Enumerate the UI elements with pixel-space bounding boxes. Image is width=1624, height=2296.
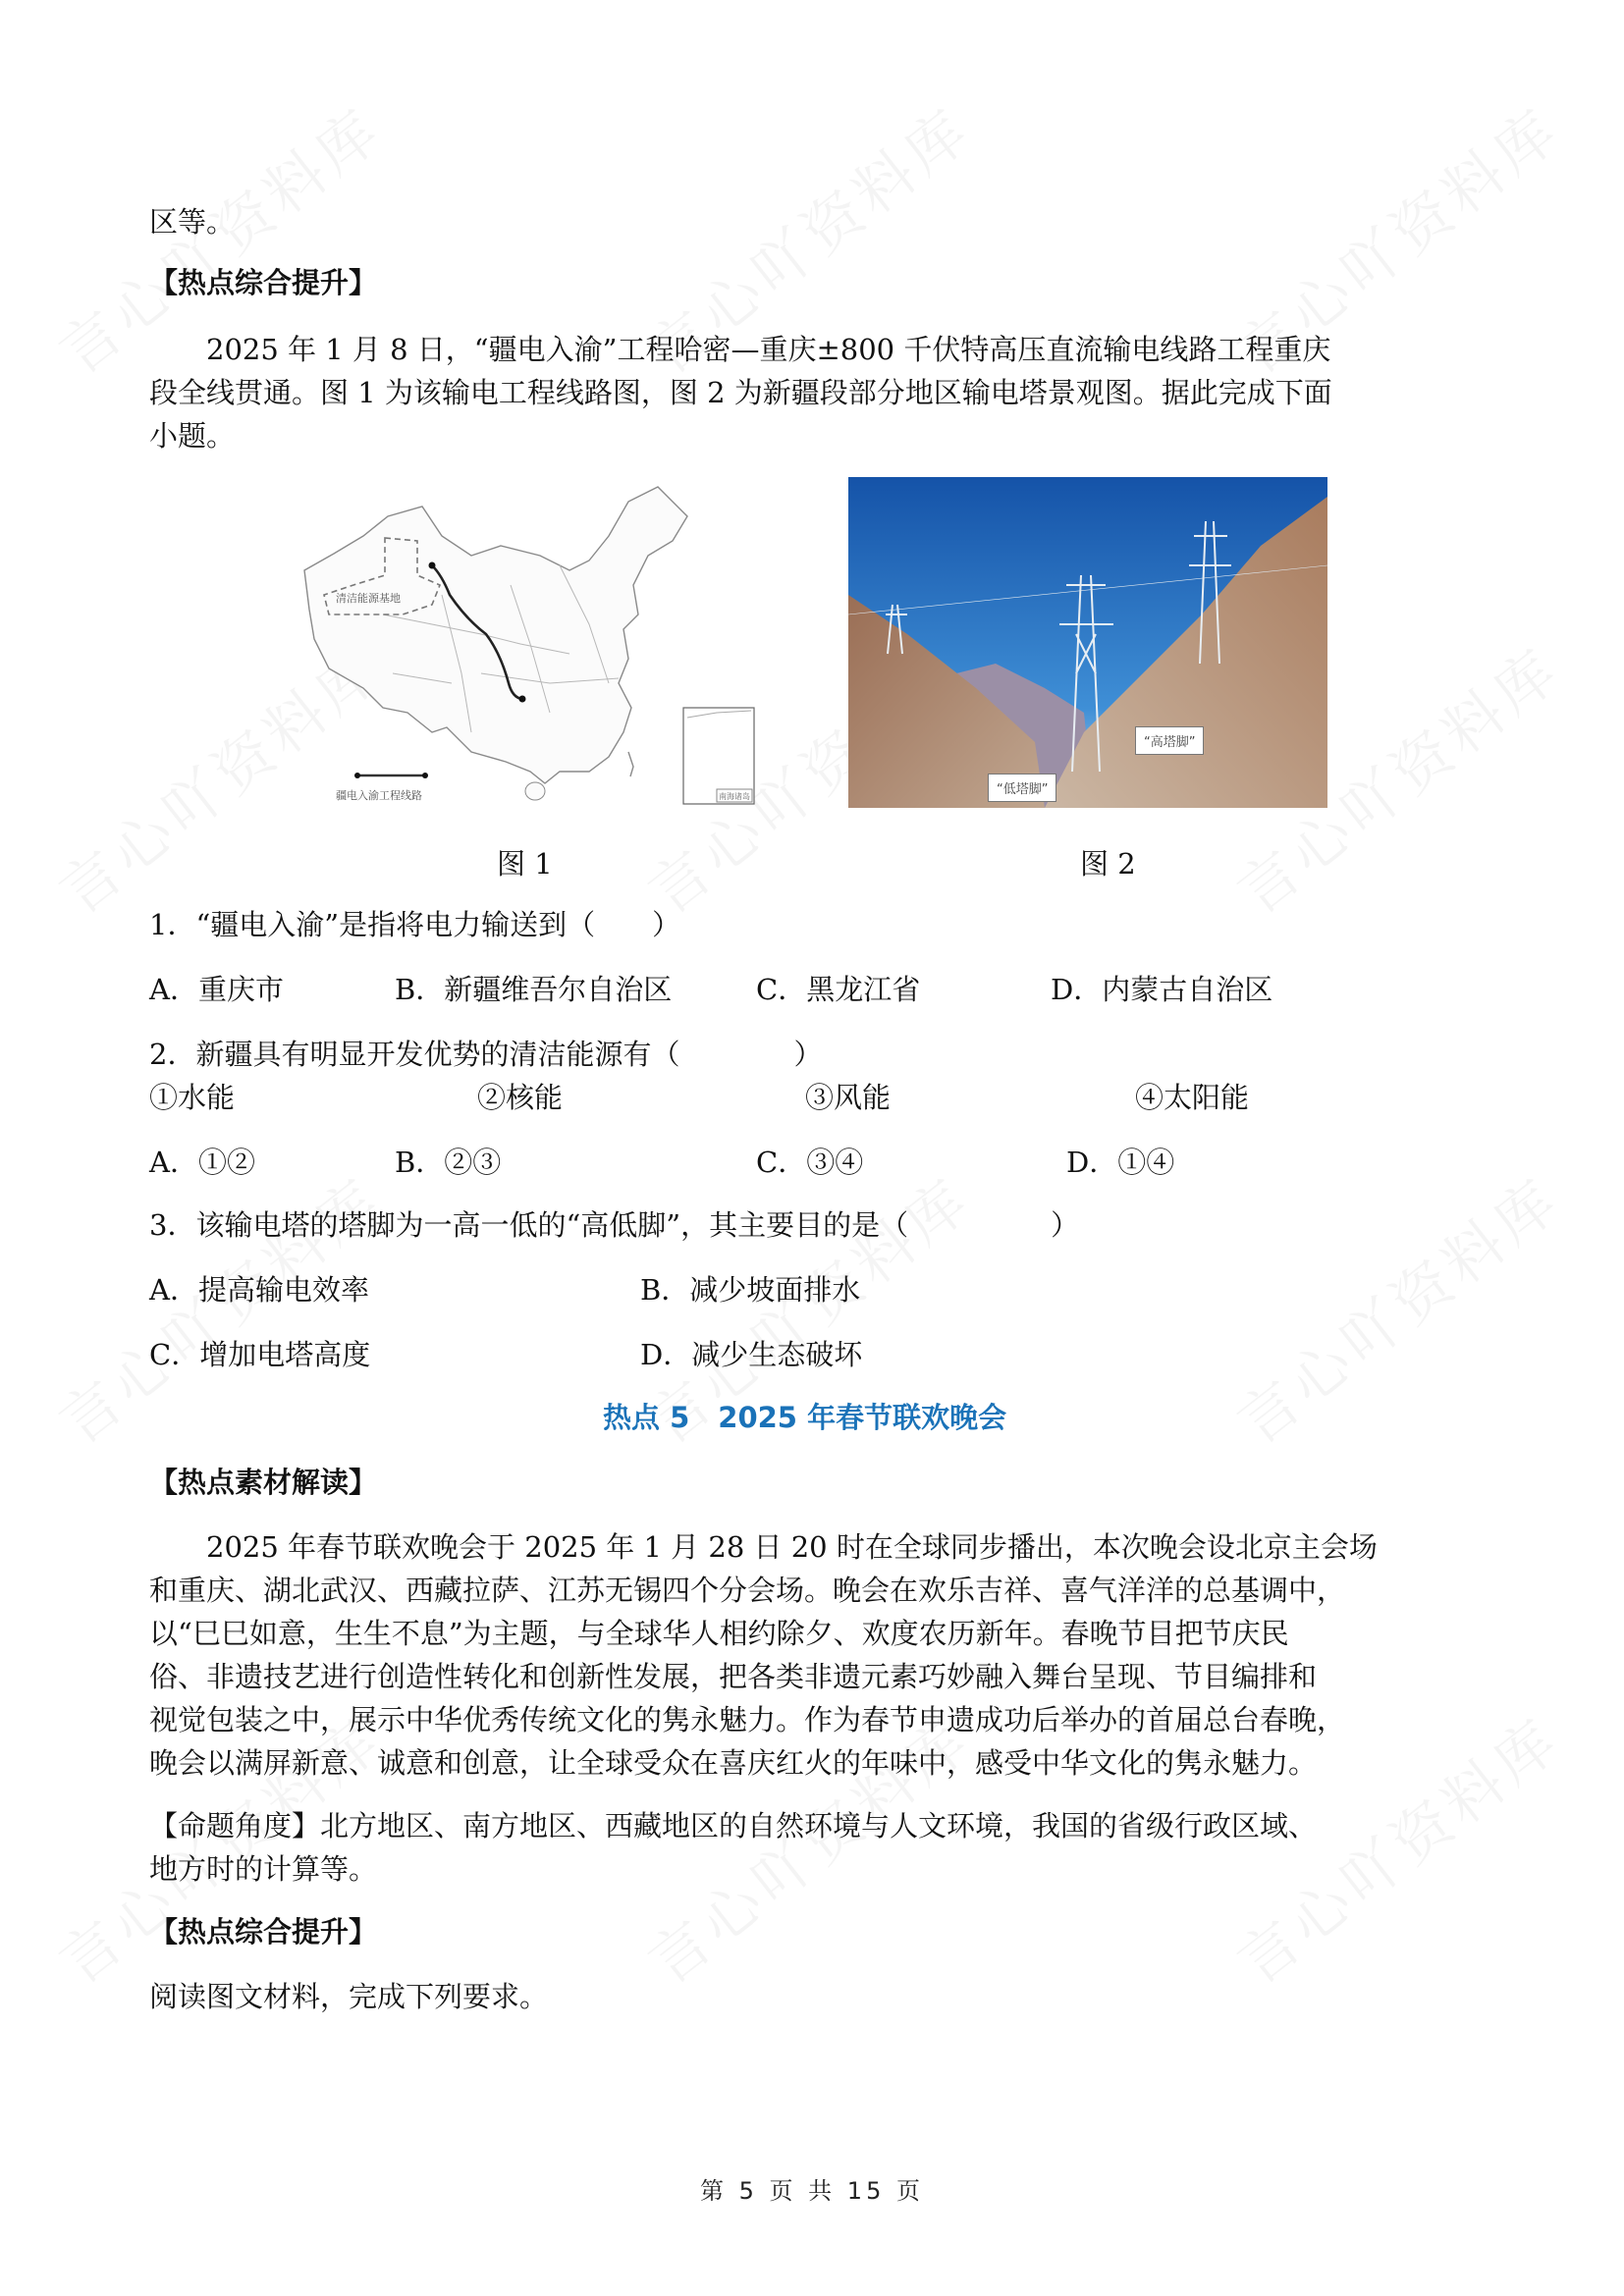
- transmission-tower-photo: [848, 477, 1327, 808]
- page-number: 第 5 页 共 15 页: [700, 2177, 924, 2205]
- watermark: [1218, 1154, 1576, 1461]
- clean-energy-base-label: 清洁能源基地: [336, 592, 401, 605]
- material-line: 和重庆、湖北武汉、西藏拉萨、江苏无锡四个分会场。晚会在欢乐吉祥、喜气洋洋的总基调中，: [149, 1574, 1346, 1607]
- proposition-angle: [149, 1806, 1317, 1845]
- watermark: [1218, 1694, 1576, 2001]
- question-3-stem: 3．该输电塔的塔脚为一高一低的“高低脚”，其主要目的是（ ）: [149, 1208, 1080, 1242]
- figure-1-route-map: [295, 477, 776, 821]
- option-a[interactable]: A．①②: [149, 1146, 255, 1179]
- figure-1-caption: 图 1: [497, 847, 553, 881]
- option-d[interactable]: D．减少生态破坏: [640, 1338, 863, 1371]
- low-tower-foot-label: “低塔脚”: [988, 774, 1056, 802]
- option-c[interactable]: C．增加电塔高度: [149, 1338, 371, 1371]
- option-c[interactable]: C．黑龙江省: [756, 973, 921, 1006]
- instruction-text: 阅读图文材料，完成下列要求。: [149, 1980, 549, 2013]
- material-line: 俗、非遗技艺进行创造性转化和创新性发展，把各类非遗元素巧妙融入舞台呈现、节目编排和: [149, 1660, 1318, 1693]
- energy-item: ②核能: [477, 1081, 564, 1114]
- option-a[interactable]: A．重庆市: [149, 973, 284, 1006]
- energy-item: ④太阳能: [1135, 1081, 1250, 1114]
- paragraph-line: 小题。: [149, 419, 236, 453]
- watermark: [628, 1694, 987, 2001]
- route-legend-label: 疆电入渝工程线路: [336, 789, 422, 802]
- energy-item: ①水能: [149, 1081, 236, 1114]
- option-d[interactable]: D．内蒙古自治区: [1051, 973, 1273, 1006]
- paragraph-line: 2025 年 1 月 8 日，“疆电入渝”工程哈密—重庆±800 千伏特高压直流输电线路工程重庆: [206, 333, 1331, 366]
- figure-2-tower-photo: [848, 477, 1327, 808]
- option-d[interactable]: D．①④: [1066, 1146, 1175, 1179]
- figure-2-caption: 图 2: [1080, 847, 1136, 881]
- material-line: 晚会以满屏新意、诚意和创意，让全球受众在喜庆红火的年味中，感受中华文化的隽永魅力。: [149, 1746, 1318, 1780]
- option-b[interactable]: B．②③: [395, 1146, 502, 1179]
- section-heading-material: 【热点素材解读】: [149, 1466, 378, 1499]
- energy-item: ③风能: [805, 1081, 892, 1114]
- china-map-image: [295, 477, 776, 821]
- material-line: 以“巳巳如意，生生不息”为主题，与全球华人相约除夕、欢度农历新年。春晚节目把节庆民: [149, 1617, 1289, 1650]
- option-a[interactable]: A．提高输电效率: [149, 1273, 369, 1307]
- high-tower-foot-label: “高塔脚”: [1135, 726, 1204, 755]
- option-b[interactable]: B．减少坡面排水: [640, 1273, 861, 1307]
- section-heading-improve-2: 【热点综合提升】: [149, 1915, 378, 1949]
- option-b[interactable]: B．新疆维吾尔自治区: [395, 973, 673, 1006]
- paragraph-line: 段全线贯通。图 1 为该输电工程线路图，图 2 为新疆段部分地区输电塔景观图。据此完成下面: [149, 376, 1332, 409]
- proposition-angle-continued: 地方时的计算等。: [149, 1852, 378, 1886]
- proposition-angle-text: 北方地区、南方地区、西藏地区的自然环境与人文环境，我国的省级行政区域、: [320, 1809, 1318, 1842]
- question-2-stem: 2．新疆具有明显开发优势的清洁能源有（ ）: [149, 1038, 823, 1071]
- proposition-angle-label: 【命题角度】: [149, 1809, 321, 1842]
- watermark: [39, 1694, 398, 2001]
- question-1-stem: 1．“疆电入渝”是指将电力输送到（ ）: [149, 908, 681, 941]
- svg-text:南海诸岛: 南海诸岛: [719, 792, 750, 801]
- option-c[interactable]: C．③④: [756, 1146, 864, 1179]
- material-line: 视觉包装之中，展示中华优秀传统文化的隽永魅力。作为春节申遗成功后举办的首届总台春晚，: [149, 1703, 1346, 1736]
- intro-tail: 区等。: [149, 205, 236, 239]
- section-heading-improve: 【热点综合提升】: [149, 266, 378, 299]
- section-title-hotspot-5: 热点 5 2025 年春节联欢晚会: [603, 1401, 1007, 1434]
- material-line: 2025 年春节联欢晚会于 2025 年 1 月 28 日 20 时在全球同步播出，本次晚会设北京主会场: [206, 1530, 1378, 1564]
